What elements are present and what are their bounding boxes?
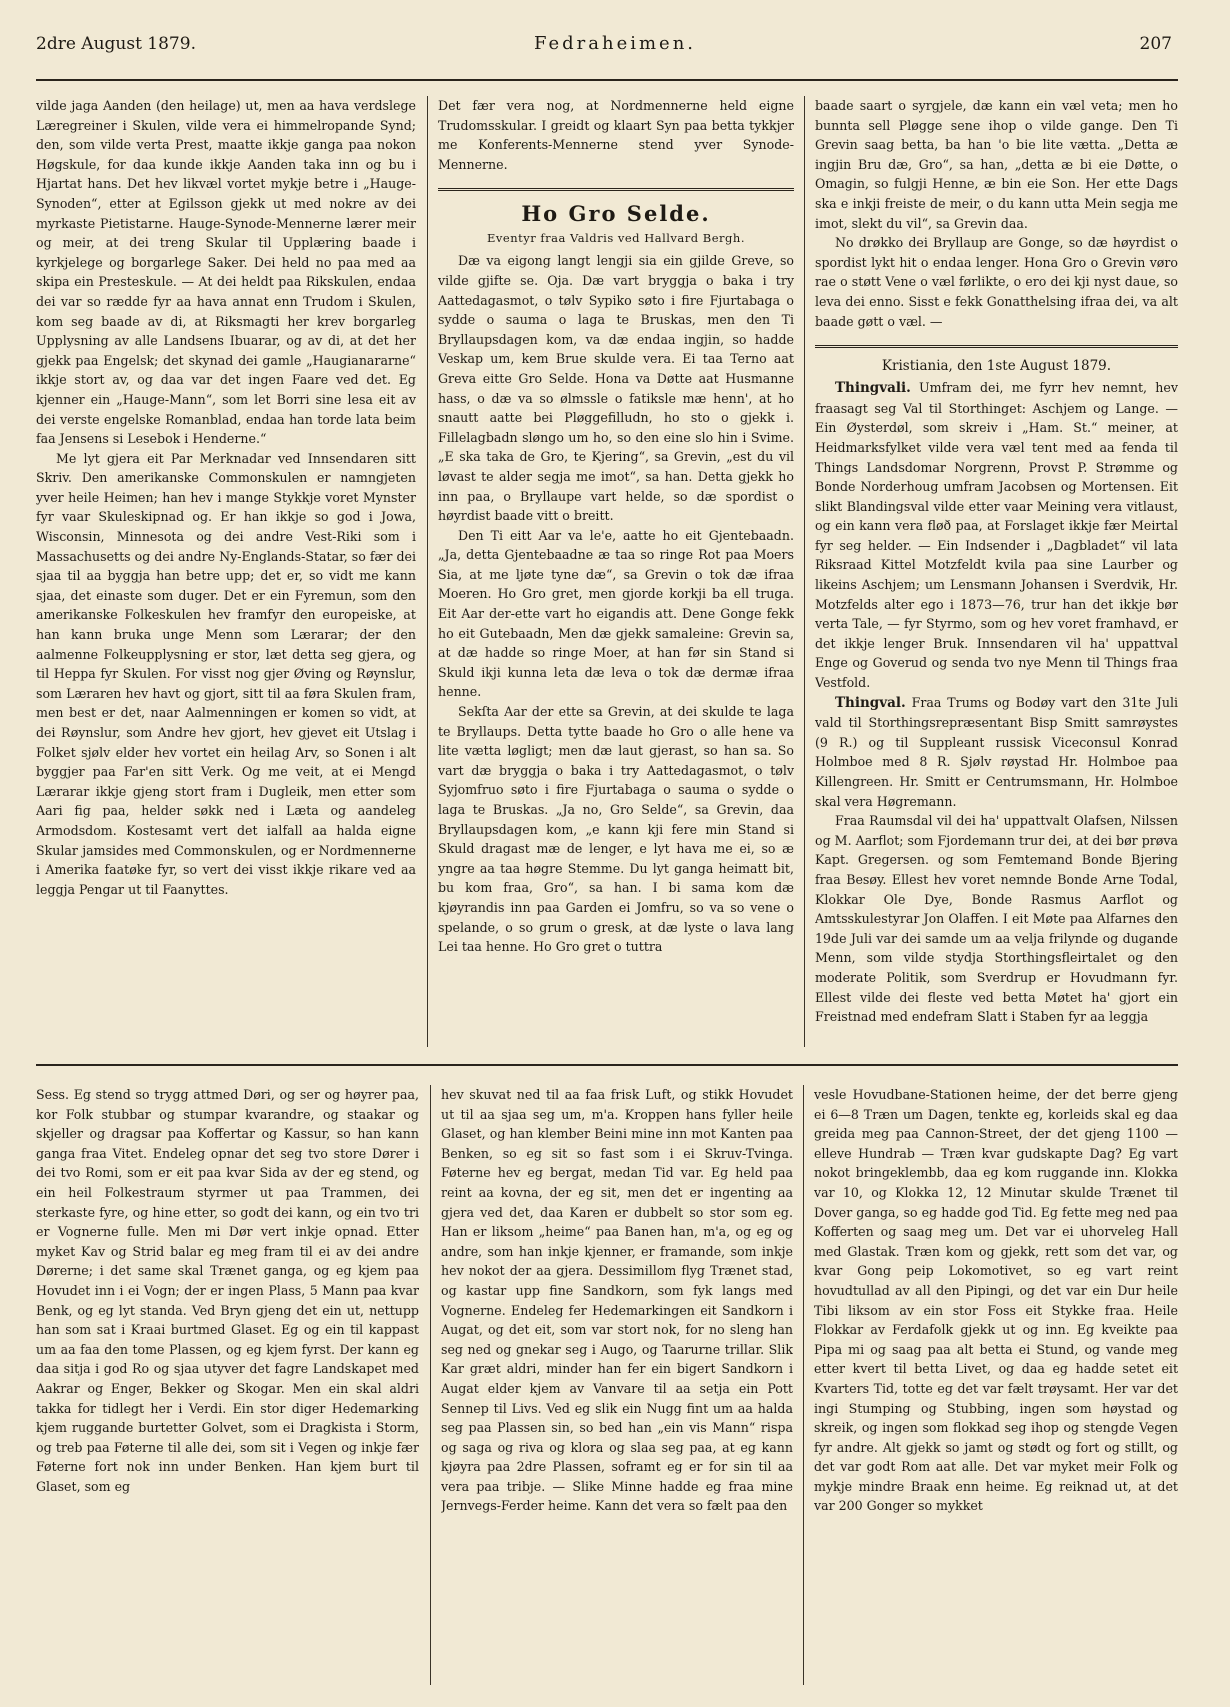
column-divider [804, 96, 805, 1047]
column-divider [430, 1085, 431, 1685]
bottom-column-2 [441, 1085, 793, 1685]
story-heading [438, 199, 794, 247]
story-paragraph: Den Ti eitt Aar va le'e, aatte ho eit Gjentebaadn. „Ja, detta Gjentebaadne æ taa so ringe Rot paa Moers Sia, at me ljøte tyne dæ“, sa Grevin o tok dæ ifraa Moeren. Ho Gro gret, men gjorde korkji ba ell truga. Eit Aar der-ette vart ho eigandis att. Dene Gonge fekk ho eit Gutebaadn, Men dæ gjekk samaleine: Grevin sa, at dæ hadde so ringe Moer, at han før sin Stand si Skuld ikji kunna leta dæ leva o tok dæ dermæ ifraa henne. [438, 527, 794, 700]
article-paragraph: hev skuvat ned til aa faa frisk Luft, og stikk Hovudet ut til aa sjaa seg um, m'a. Kroppen hans fyller heile Glaset, og han klember Beini mine inn mot Kanten paa Benken, so eg sit so fast som i ei Skruv-Tvinga. Føterne hev eg bergat, medan Tid var. Eg held paa reint aa kovna, der eg sit, men det er ingenting aa gjera ved det, daa Karen er dubbelt so stor som eg. Han er liksom „heime“ paa Banen han, m'a, og eg og andre, som han inkje kjenner, er framande, som inkje hev nokot der aa gjera. Dessimillom flyg Trænet stad, og kastar upp fine Sandkorn, som fyk langs med Vognerne. Endeleg fer Hedemarkingen eit Sandkorn i Augat, og det eit, som var stort nok, for no sleng han seg ned og gnekar seg i Augo, og Taarurne trillar. Slik Kar græt aldri, minder han fer ein bigert Sandkorn i Augat elder kjem av Vanvare til aa setja ein Pott Sennep til Livs. Ved eg slik ein Nugg fint um aa halda seg paa Plassen sin, so bed han „ein vis Mann“ rispa og saga og riva og klora og slaa seg paa, at eg kann kjøyra paa 2dre Plassen, soframt eg er for sin til aa vera paa tribje. — Slike Minne hadde eg fraa mine Jernvegs-Ferder heime. Kann det vera so fælt paa den [441, 1087, 793, 1514]
story-paragraph: Sekſta Aar der ette sa Grevin, at dei skulde te laga te Bryllaups. Detta tytte baade ho Gro o alle hene va lite vætta løgligt; men dæ laut gjerast, so han sa. So vart dæ bryggja o baka i try Aattedagasmot, o tølv Syjomfruo søto i fire Fjurtabaga o sauma o sydde o laga te Bruskas. „Ja no, Gro Selde“, sa Grevin, daa Bryllaupsdagen kom, „e kann kji fere min Stand si Skuld dragast mæ de lenger, e lyt hava me ei, so æ yngre aa taa høgre Stemme. Du lyt ganga heimatt bit, bu kom fraa, Gro“, sa han. I bi sama kom dæ kjøyrandis inn paa Garden ei Jomfru, so va so vene o spelande, o so grum o gresk, at dæ lyste o lava lang Lei taa henne. Ho Gro gret o tuttra [438, 704, 794, 955]
news-item-text: Fraa Trums og Bodøy vart den 31te Juli vald til Storthingsrepræsentant Bisp Smitt samrøystes (9 R.) og til Suppleant russisk Viceconsul Konrad Holmboe med 8 R. Sjølv røystad Hr. Holmboe paa Killengreen. Hr. Smitt er Centrumsmann, Hr. Holmboe skal vera Høgremann. [815, 694, 1178, 809]
news-item [815, 693, 1178, 812]
section-rule [438, 188, 794, 191]
bottom-column-3 [814, 1085, 1178, 1685]
article-paragraph: Sess. Eg stend so trygg attmed Døri, og ser og høyrer paa, kor Folk stubbar og stumpar kvarandre, og staakar og skjeller og dragsar paa Koffertar og Kassur, so han kann ganga fraa Vitet. Endeleg opnar det seg tvo store Dører i dei tvo Romi, som er eit paa kvar Sida av der eg stend, og ein heil Folkestraum styrmer ut paa Trammen, dei sterkaste fyre, og hine etter, so godt dei kann, og ein tvo tri er Vognerne fulle. Men mi Dør vert inkje opnad. Etter myket Kav og Strid balar eg meg fram til ei av dei andre Dørerne; i det same skal Trænet ganga, og eg kjem paa Hovudet inn i ei Vogn; der er ingen Plass, 5 Mann paa kvar Benk, og eg lyt standa. Ved Bryn gjeng det ein ut, nettupp han som sat i Kraai burtmed Glaset. Eg og ein til kappast um aa faa den tome Plassen, og eg kjem fyrst. Der kann eg daa sitja i god Ro og sjaa utyver det fagre Landskapet med Aakrar og Enger, Bekker og Skogar. Men ein skal aldri takka for tidlegt her i Verdi. Ein stor diger Hedemarking kjem ruggande burtetter Golvet, som ei Dragkista i Storm, og treb paa Føterne til alle dei, som sit i Vegen og inkje fær Føterne fort nok inn under Benken. Han kjem burt til Glaset, som eg [36, 1087, 419, 1494]
news-item-lead: Thingval. [835, 694, 906, 711]
story-paragraph: No drøkko dei Bryllaup are Gonge, so dæ høyrdist o spordist lykt hit o endaa lenger. Hona Gro o Grevin vøro rae o støtt Vene o væl førlikte, o ero dei kji nyst daue, so leva dei enno. Sisst e fekk Gonatthelsing ifraa dei, va alt baade gøtt o væl. — [815, 235, 1178, 329]
top-column-3 [815, 96, 1178, 1046]
story-title: Ho Gro Selde. [521, 201, 711, 227]
bottom-column-1 [36, 1085, 419, 1685]
news-item-text: Fraa Raumsdal vil dei ha' uppattvalt Olafsen, Nilssen og M. Aarflot; som Fjordemann trur dei, at dei bør prøva Kapt. Gregersen. og som Femtemand Bonde Bjering fraa Besøy. Ellest hev voret nemnde Bonde Arne Todal, Klokkar Ole Dye, Bonde Rasmus Aarflot og Amtsskulestyrar Jon Olaffen. I eit Møte paa Alfarnes den 19de Juli var dei samde um aa velja frilynde og dugande Menn, som vilde stydja Storthingsfleirtalet og den moderate Politik, som Sverdrup er Hovudmann fyr. Ellest vilde dei fleste ved betta Møtet ha' gjort ein Freistnad med endefram Slatt i Staben fyr aa leggja [815, 813, 1178, 1025]
news-dateline: Kristiania, den 1ste August 1879. [881, 358, 1112, 375]
news-item [815, 378, 1178, 693]
page-number: 207 [1139, 34, 1172, 54]
news-item-text: Umfram dei, me fyrr hev nemnt, hev fraasagt seg Val til Storthinget: Aschjem og Lange. — Ein Øysterdøl, som skreiv i „Ham. St.“ meiner, at Heidmarksfylket vilde vera væl tent med aa fenda til Things Landsdomar Norgrenn, Provst P. Strømme og Bonde Norderhoug umfram Jacobsen og Mortensen. Eit slikt Blandingsval vilde etter vaar Meining vera vitlaust, og ein kann vera fløð paa, at Forslaget ikkje fær Meirtal fyr seg helder. — Ein Indsender i „Dagbladet“ vil lata Riksraad Kittel Motzfeldt kvila paa sine Laurber og likeins Aschjem; um Lensmann Johansen i Sverdvik, Hr. Motzfelds alter ego i 1873—76, trur han det ikkje bør verta Tale, — fyr Styrmo, som og hev voret framhavd, er det ikkje lenger Bruk. Innsendaren vil ha' uppattval Enge og Goverud og senda tvo nye Menn til Things fraa Vestfold. [815, 380, 1178, 691]
section-rule [36, 1064, 1178, 1066]
column-divider [803, 1085, 804, 1685]
story-paragraph: Dæ va eigong langt lengji sia ein gjilde Greve, so vilde gjifte se. Oja. Dæ vart bryggja o baka i try Aattedagasmot, o tølv Sypiko søto i fire Fjurtabaga o sydde o sauma o laga te Bruskas, men den Ti Bryllaupsdagen kom, va dæ endaa ingjin, so hadde Veskap um, kem Brue skulde vera. Ei taa Terno aat Greva eitte Gro Selde. Hona va Døtte aat Husmanne hass, o dæ va so ølmsslе o fatikslе mæ henn', at ho snautt aatte bei Pløggefilludn, ho sto o gjekk i. Fillelagbadn sløngo um ho, so den eine slo hin i Svime. „E ska taka de Gro, te Kjering“, sa Grevin, „est du vil løvast te alder segja me imot“, sa han. Detta gjekk ho inn paa, o Bryllaupe vart helde, so dæ spordist o høyrdist baade vitt o breitt. [438, 253, 794, 524]
column-divider [427, 96, 428, 1047]
news-item [815, 811, 1178, 1027]
header-rule [36, 79, 1178, 81]
top-column-1 [36, 96, 416, 1046]
article-paragraph: Me lyt gjera eit Par Merknadar ved Innsendaren sitt Skriv. Den amerikanske Commonskulen er namngjeten yver heile Heimen; han hev i mange Stykkje voret Mynster fyr vaar Skuleskipnad og. Er han ikkje so god i Jowa, Wisconsin, Minnesota og dei andre Vest-Riki som i Massachusetts og dei andre Ny-Englands-Statar, so fær dei sjaa til aa byggja han betre upp; det er, so vidt me kann sjaa, det einaste som duger. Det er ein Fyremun, som den amerikanske Folkeskulen hev framfyr den europeiske, at han kann bruka unge Menn som Lærarar; der den aalmenne Folkeupplysning er stor, læt detta seg gjera, og til Heppa fyr Skulen. For visst nog gjer Øving og Røynslur, som Læraren hev havt og gjort, sitt til aa føra Skulen fram, men best er det, naar Aalmenningen er komen so vidt, at dei Røynslur, som Andre hev gjort, hev gjevet eit Utslag i Folket sjølv elder hev vortet ein heilag Arv, so Sonen i alt byggjer paa Far'en sitt Verk. Og me veit, at ei Mengd Lærarar ikkje gjeng stort fram i Dugleik, men etter som Aari fig paa, helder søkk ned i Læta og aandeleg Armodsdom. Kostesamt vert det ialfall aa halda eigne Skular jamsides med Commonskulen, og er Nordmennerne i Amerika faatøke fyr, so vert dei visst ikkje rikare ved aa leggja Pengar ut til Faanyttes. [36, 450, 416, 897]
top-column-2 [438, 96, 794, 1046]
section-rule [815, 345, 1178, 348]
article-paragraph: vesle Hovudbane-Stationen heime, der det berre gjeng ei 6—8 Træn um Dagen, tenkte eg, korleids skal eg daa greida meg paa Cannon-Street, der det gjeng 1100 — ellеve Hundrab — Træn kvar gudskapte Dag? Eg vart nokot bringeklembb, daa eg kom ruggande inn. Klokka var 10, og Klokka 12, 12 Minutar skulde Trænet til Dover ganga, so eg hadde god Tid. Eg fette meg ned paa Kofferten og saag meg um. Det var ei uhorveleg Hall med Glastak. Træn kom og gjekk, rett som det var, og kvar Gong peip Lokomotivet, so eg vart reint hovudtullad av all den Pipingi, og det var ein Dur heile Tibi liksom av ein stor Foss eit Stykke fraa. Heile Flokkar av Ferdafolk gjekk ut og inn. Eg kveikte paa Pipa mi og saag paa alt betta ei Stund, og vandе meg etter kvert til betta Livet, og daa eg hadde setet eit Kvarters Tid, totte eg det var fælt trøysamt. Her var det ingi Stumping og Stubbing, ingen som høystad og skreik, og ingen som flokkad seg ihop og stengde Vegen fyr andre. Alt gjekk so jamt og stødt og fort og stillt, og det var godt Rom aat alle. Det var myket meir Folk og mykje mindre Braak enn heime. Eg reiknad ut, at det var 200 Gonger so mykket [814, 1087, 1178, 1514]
header-date: 2dre August 1879. [36, 34, 196, 54]
story-subtitle: Eventyr fraa Valdris ved Hallvard Bergh. [487, 231, 745, 246]
article-paragraph: vilde jaga Aanden (den heilage) ut, men aa hava verdslege Læregreiner i Skulen, vilde vera ei himmelropande Synd; den, som vilde verta Prest, maatte ikkje ganga paa nokon Høgskule, for daa kunde ikkje Aanden taka inn og bu i Hjartat hans. Det hev likvæl vortet mykje betre i „Hauge-Synoden“, etter at Egilsson gjekk ut med nokre av dei myrkaste Pietistarne. Hauge-Synode-Mennerne lærer meir og meir, at dei treng Skular til Upplæring baade i kyrkjelege og borgarlege Saker. Dei held no paa med aa skipa ein Presteskule. — At dei heldt paa Rikskulen, endaa dei var so ræddе fyr aa hava annat enn Trudom i Skulen, kom seg baade av di, at Riksmagti her krev borgarleg Upplysning av alle Landsens Ibuarar, og av di, at det her gjekk paa Engelsk; det skynad dei gamle „Haugianararne“ ikkje stort av, og daa var det ingen Faare ved det. Eg kjenner ein „Hauge-Mann“, som let Borri sine lesa eit av dei verste engelske Romanblad, endaa han torde lata beim faa Jensens si Lesebok i Henderne.“ [36, 98, 416, 447]
masthead-title: Fedraheimen. [533, 33, 697, 54]
story-paragraph: baade saart o syrgjele, dæ kann ein væl veta; men ho bunnta sell Pløgge sene ihop o vilde gange. Den Ti Grevin saag betta, ba han 'o bie lite vætta. „Detta æ ingjin Bru dæ, Gro“, sa han, „detta æ bi eie Døtte, o Omagin, so fulgji Henne, æ bin eie Son. Her ette Dags ska e inkji freiste de meir, o du kann utta Mein segja me imot, slekt du vil“, sa Grevin daa. [815, 98, 1178, 231]
news-item-lead: Thingvali. [835, 380, 911, 397]
article-paragraph: Det fær vera nog, at Nordmennerne held eigne Trudomsskular. I greidt og klaart Syn paa betta tykkjer me Konferents-Mennerne stend yver Synode-Mennerne. [438, 98, 794, 172]
